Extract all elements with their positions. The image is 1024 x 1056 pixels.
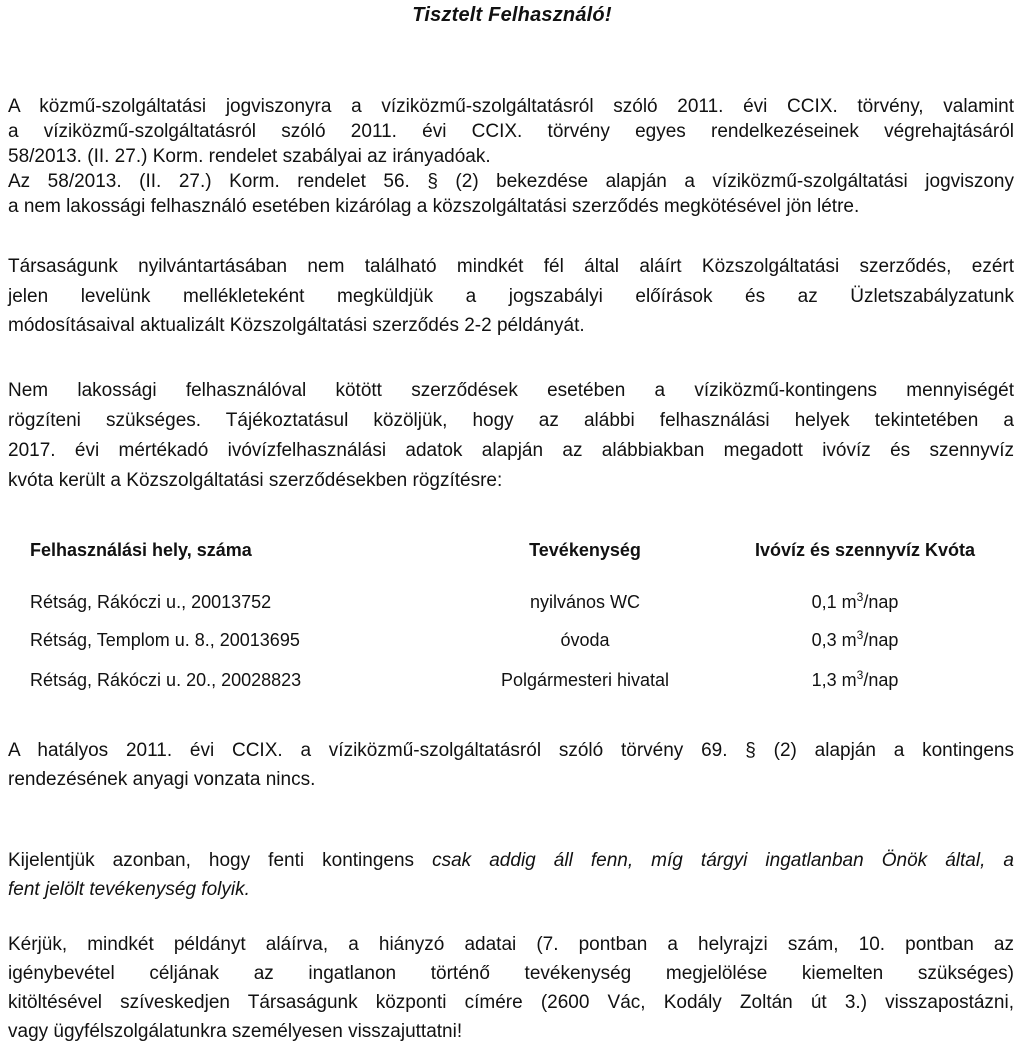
- unit-suffix: /nap: [863, 592, 899, 612]
- text-line: Kérjük, mindkét példányt aláírva, a hiányzó adatai (7. pontban a helyrajzi szám, 10. pontban az: [8, 934, 1014, 955]
- text-line: rögzíteni szükséges. Tájékoztatásul közöljük, hogy az alábbi felhasználási helyek tekintetében a: [8, 410, 1014, 431]
- quota-cell: [745, 670, 965, 691]
- paragraph-legal-basis: [8, 94, 1014, 219]
- unit-base: m: [841, 630, 857, 650]
- text-line: Társaságunk nyilvántartásában nem található mindkét fél által aláírt Közszolgáltatási szerződés, ezért: [8, 256, 1014, 277]
- table-row: [0, 592, 1024, 622]
- text-line: kvóta került a Közszolgáltatási szerződésekben rögzítésre:: [8, 470, 503, 491]
- text-line: 58/2013. (II. 27.) Korm. rendelet szabályai az irányadóak.: [8, 146, 491, 167]
- text-line: fent jelölt tevékenység folyik.: [8, 879, 250, 900]
- unit-exponent: 3: [856, 590, 864, 604]
- paragraph-no-cost: [8, 736, 1014, 794]
- text-line: igénybevétel céljának az ingatlanon történő tevékenység megjelölése kiemelten szükséges): [8, 963, 1014, 984]
- place-cell: Rétság, Rákóczi u., 20013752: [30, 592, 272, 612]
- text-line: jelen levelünk mellékleteként megküldjük a jogszabályi előírások és az Üzletszabályzatunk: [8, 285, 1014, 307]
- unit-base: m: [841, 670, 857, 690]
- column-header-quota: Ivóvíz és szennyvíz Kvóta: [754, 540, 976, 560]
- text-line: Az 58/2013. (II. 27.) Korm. rendelet 56. § (2) bekezdése alapján a víziközmű-szolgáltatási jogviszony: [8, 171, 1014, 192]
- declaration-italic-text: csak addig áll fenn, míg tárgyi ingatlanban Önök által, a: [432, 850, 1014, 871]
- paragraph-contract-notice: [8, 252, 1014, 341]
- activity-cell: óvoda: [560, 630, 610, 650]
- text-line: Nem lakossági felhasználóval kötött szerződések esetében a víziközmű-kontingens mennyiségét: [8, 380, 1014, 401]
- text-line: 2017. évi mértékadó ivóvízfelhasználási adatok alapján az alábbiakban megadott ivóvíz és szennyvíz: [8, 440, 1014, 461]
- greeting-heading: Tisztelt Felhasználó!: [412, 4, 612, 26]
- column-header-place: Felhasználási hely, száma: [30, 540, 252, 560]
- quota-cell: [745, 630, 965, 651]
- quota-value: 0,1: [811, 592, 837, 612]
- text-line: [8, 846, 1014, 875]
- column-header-activity: Tevékenység: [529, 540, 641, 560]
- activity-cell: Polgármesteri hivatal: [500, 670, 670, 690]
- table-row: [0, 630, 1024, 660]
- paragraph-declaration: [8, 846, 1014, 904]
- text-line: A közmű-szolgáltatási jogviszonyra a víziközmű-szolgáltatásról szóló 2011. évi CCIX. törvény, valamint: [8, 96, 1014, 117]
- text-line: a víziközmű-szolgáltatásról szóló 2011. évi CCIX. törvény egyes rendelkezéseinek végrehajtásáról: [8, 121, 1014, 142]
- place-cell: Rétság, Rákóczi u. 20., 20028823: [30, 670, 302, 690]
- unit-suffix: /nap: [863, 670, 899, 690]
- quota-value: 0,3: [811, 630, 837, 650]
- text-line: kitöltésével szíveskedjen Társaságunk központi címére (2600 Vác, Kodály Zoltán út 3.) visszapostázni,: [8, 992, 1014, 1013]
- text-line: A hatályos 2011. évi CCIX. a víziközmű-szolgáltatásról szóló törvény 69. § (2) alapján a kontingens: [8, 740, 1014, 761]
- activity-cell: nyilvános WC: [529, 592, 641, 612]
- text-line: a nem lakossági felhasználó esetében kizárólag a közszolgáltatási szerződés megkötésével jön létre.: [8, 196, 860, 217]
- place-cell: Rétság, Templom u. 8., 20013695: [30, 630, 300, 650]
- table-header-row: [0, 540, 1024, 570]
- paragraph-quota-info: [8, 376, 1014, 496]
- paragraph-request: [8, 930, 1014, 1046]
- unit-exponent: 3: [856, 628, 864, 642]
- unit-exponent: 3: [856, 668, 864, 682]
- text-line: rendezésének anyagi vonzata nincs.: [8, 769, 316, 790]
- declaration-plain-text: Kijelentjük azonban, hogy fenti kontingens: [8, 850, 433, 871]
- quota-value: 1,3: [811, 670, 837, 690]
- table-row: [0, 670, 1024, 700]
- text-line: módosításaival aktualizált Közszolgáltatási szerződés 2-2 példányát.: [8, 315, 585, 336]
- text-line: vagy ügyfélszolgálatunkra személyesen visszajuttatni!: [8, 1021, 463, 1042]
- unit-suffix: /nap: [863, 630, 899, 650]
- unit-base: m: [841, 592, 857, 612]
- quota-cell: [745, 592, 965, 613]
